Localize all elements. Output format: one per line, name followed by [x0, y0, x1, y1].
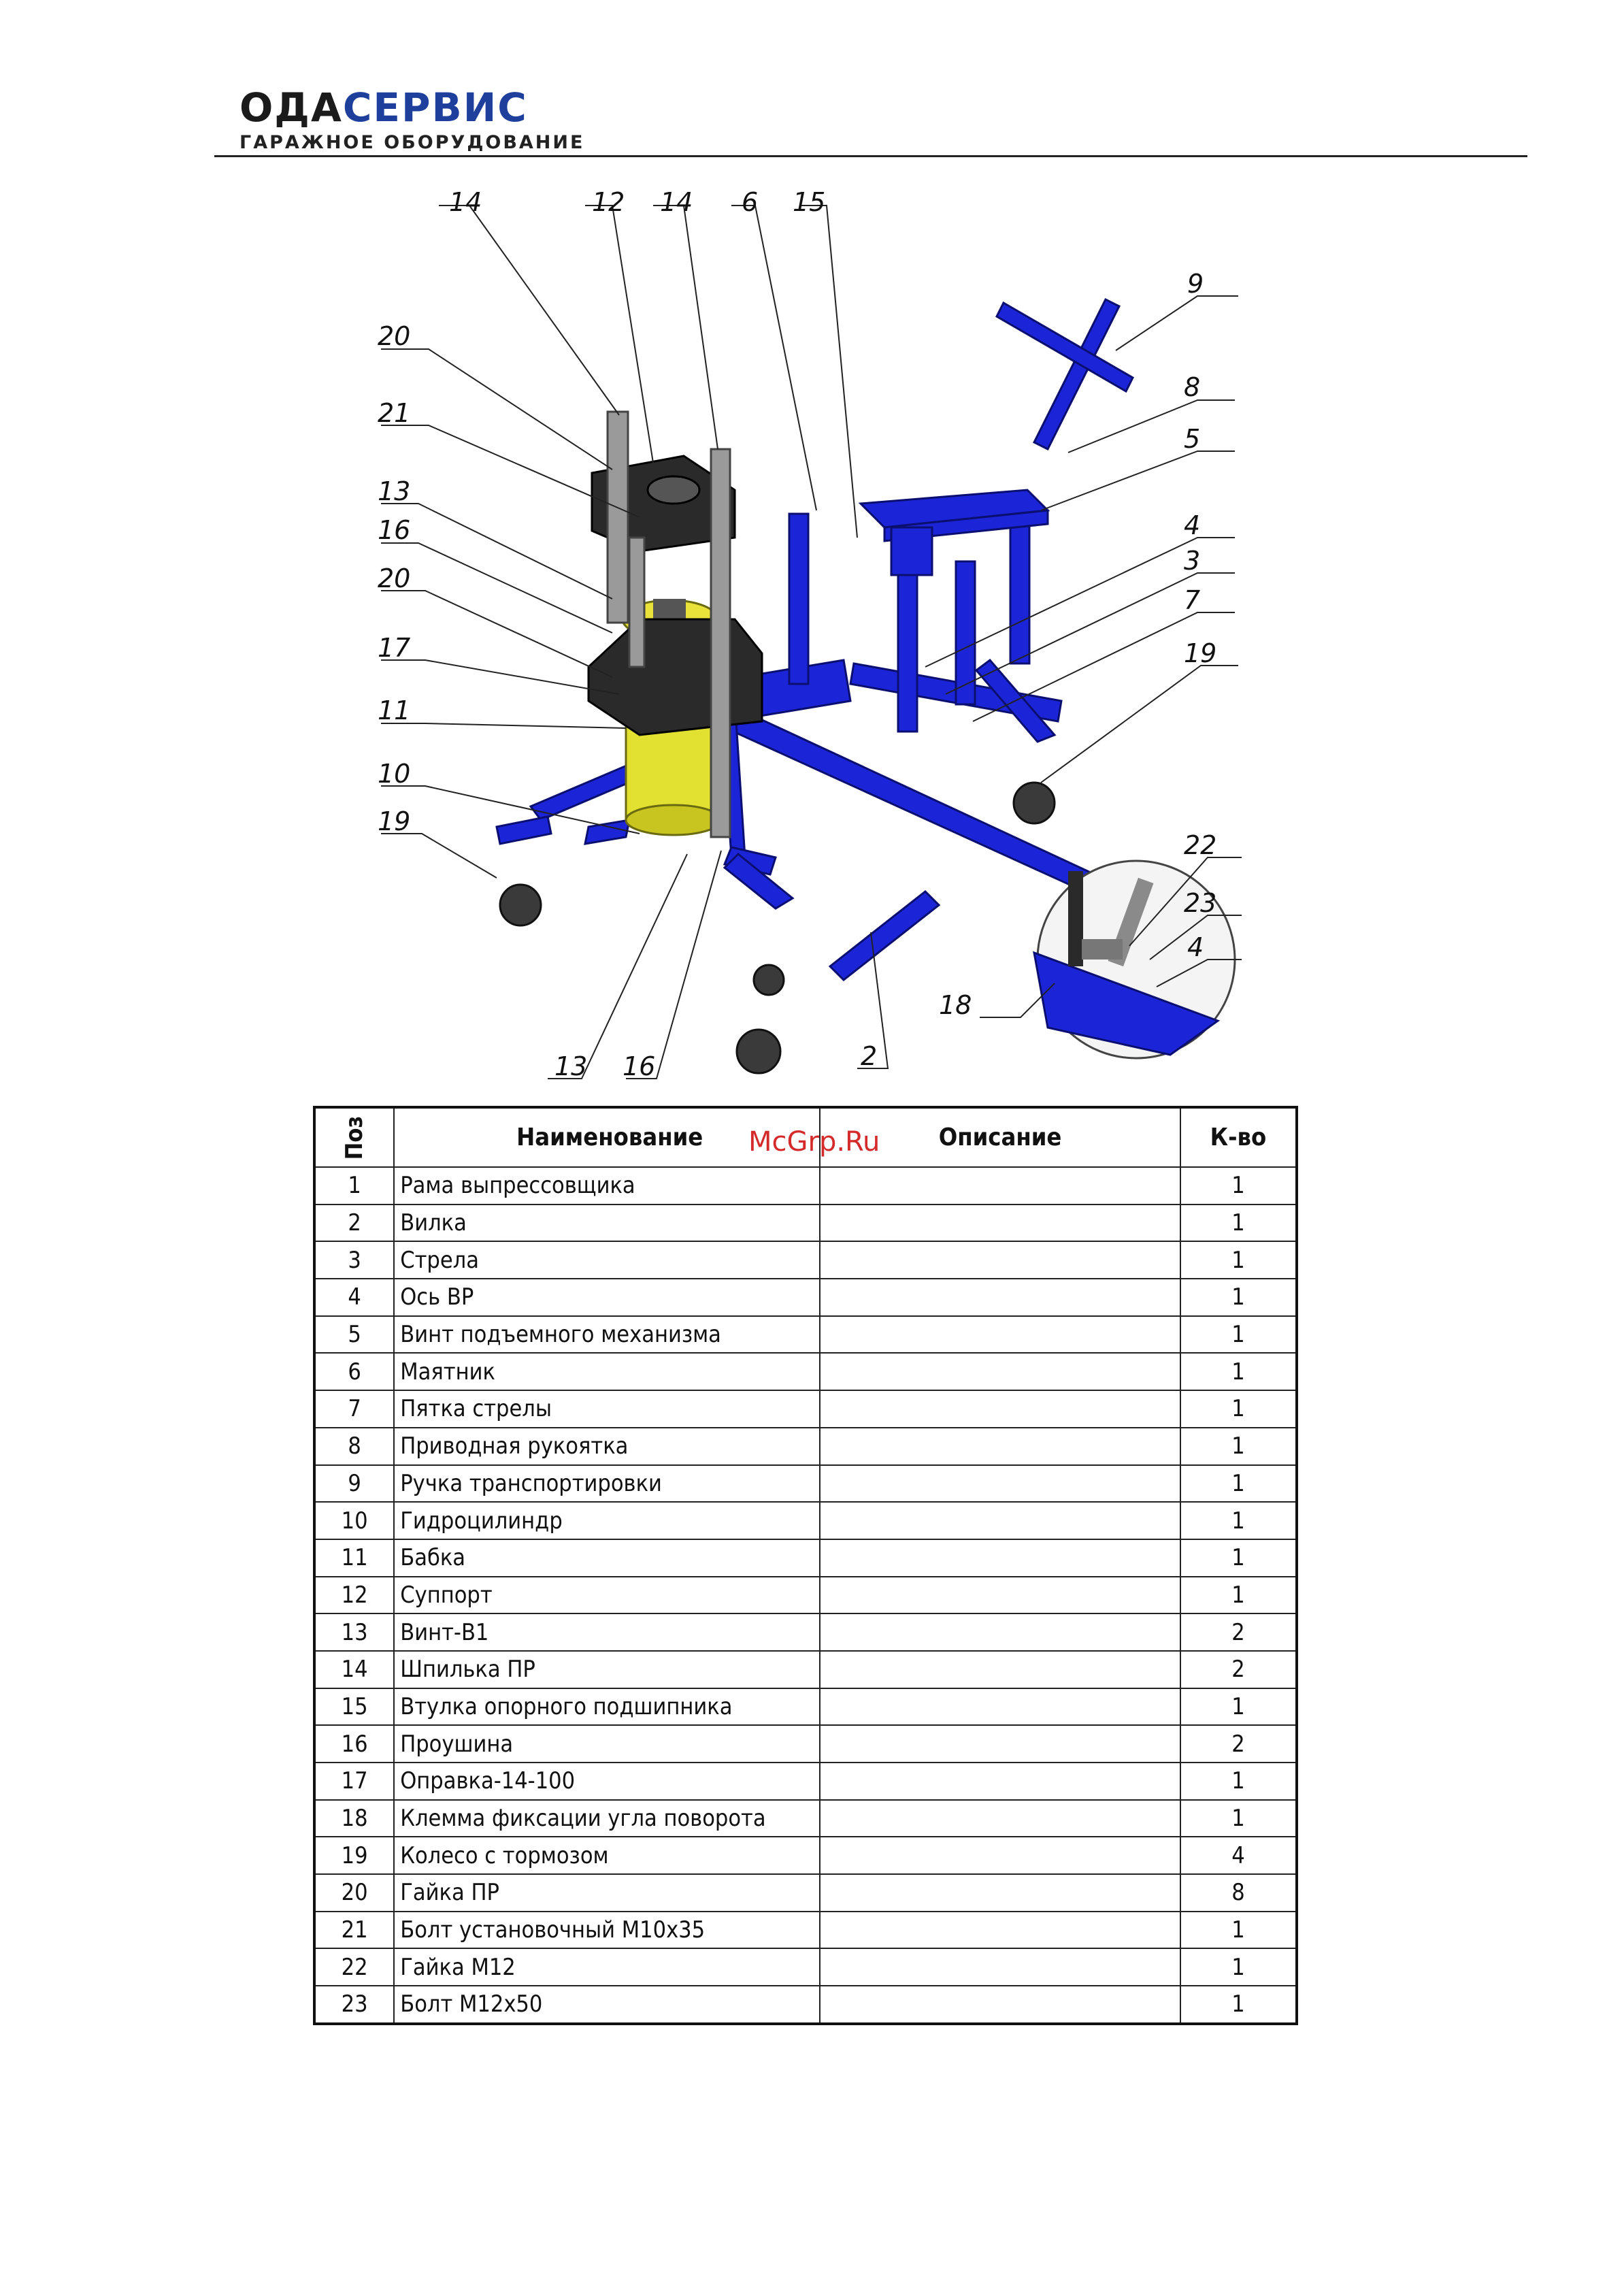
cell-qty: 1 — [1180, 1502, 1297, 1539]
cell-desc — [820, 1725, 1180, 1763]
table-row — [314, 1316, 1297, 1354]
header-desc: Описание — [820, 1107, 1180, 1167]
cell-pos: 2 — [314, 1205, 394, 1242]
callout-14a: 14 — [449, 187, 482, 217]
cell-name: Винт подъемного механизма — [394, 1316, 820, 1354]
table-row — [314, 1390, 1297, 1428]
table-row — [314, 1167, 1297, 1205]
cell-desc — [820, 1763, 1180, 1800]
cell-qty: 1 — [1180, 1279, 1297, 1316]
cell-pos: 8 — [314, 1428, 394, 1465]
callout-4a: 4 — [1184, 510, 1201, 540]
cell-pos: 22 — [314, 1948, 394, 1986]
cell-name: Стрела — [394, 1241, 820, 1279]
cell-name: Ручка транспортировки — [394, 1465, 820, 1503]
cell-pos: 14 — [314, 1651, 394, 1688]
table-row — [314, 1688, 1297, 1726]
cell-name: Клемма фиксации угла поворота — [394, 1800, 820, 1837]
callout-12: 12 — [592, 187, 625, 217]
cell-name: Проушина — [394, 1725, 820, 1763]
table-row — [314, 1874, 1297, 1912]
table-row — [314, 1613, 1297, 1651]
cell-name: Втулка опорного подшипника — [394, 1688, 820, 1726]
table-row — [314, 1279, 1297, 1316]
cell-qty: 1 — [1180, 1465, 1297, 1503]
cell-qty: 1 — [1180, 1688, 1297, 1726]
callout-23: 23 — [1184, 888, 1217, 918]
cell-pos: 6 — [314, 1353, 394, 1390]
table-row — [314, 1725, 1297, 1763]
cell-name: Вилка — [394, 1205, 820, 1242]
cell-desc — [820, 1539, 1180, 1577]
cell-name: Оправка-14-100 — [394, 1763, 820, 1800]
cell-pos: 11 — [314, 1539, 394, 1577]
cell-qty: 2 — [1180, 1651, 1297, 1688]
callout-13a: 13 — [378, 476, 411, 506]
cell-desc — [820, 1948, 1180, 1986]
callout-20b: 20 — [378, 563, 411, 593]
callout-19a: 19 — [378, 806, 411, 836]
header-pos: Поз — [314, 1107, 394, 1167]
table-row — [314, 1948, 1297, 1986]
table-row — [314, 1539, 1297, 1577]
callout-16b: 16 — [623, 1051, 656, 1081]
cell-name: Гидроцилиндр — [394, 1502, 820, 1539]
transport-handle — [997, 299, 1133, 449]
cell-qty: 1 — [1180, 1948, 1297, 1986]
callout-7: 7 — [1184, 585, 1201, 615]
cell-name: Пятка стрелы — [394, 1390, 820, 1428]
table-row — [314, 1353, 1297, 1390]
callout-9: 9 — [1187, 269, 1204, 299]
table-row — [314, 1651, 1297, 1688]
cell-name: Ось ВР — [394, 1279, 820, 1316]
cell-pos: 18 — [314, 1800, 394, 1837]
cell-name: Болт М12х50 — [394, 1986, 820, 2024]
cell-pos: 12 — [314, 1577, 394, 1614]
table-row — [314, 1577, 1297, 1614]
cell-qty: 2 — [1180, 1613, 1297, 1651]
cell-name: Приводная рукоятка — [394, 1428, 820, 1465]
cell-desc — [820, 1428, 1180, 1465]
table-row — [314, 1837, 1297, 1874]
cell-qty: 1 — [1180, 1241, 1297, 1279]
cell-qty: 1 — [1180, 1912, 1297, 1949]
table-row — [314, 1241, 1297, 1279]
cell-pos: 7 — [314, 1390, 394, 1428]
table-row — [314, 1986, 1297, 2024]
cell-qty: 1 — [1180, 1167, 1297, 1205]
cell-name: Винт-В1 — [394, 1613, 820, 1651]
table-row — [314, 1912, 1297, 1949]
callout-4b: 4 — [1187, 932, 1204, 962]
cell-pos: 13 — [314, 1613, 394, 1651]
cell-pos: 17 — [314, 1763, 394, 1800]
cell-desc — [820, 1577, 1180, 1614]
callout-21: 21 — [378, 398, 411, 428]
cell-desc — [820, 1688, 1180, 1726]
callout-20a: 20 — [378, 321, 411, 351]
cell-qty: 1 — [1180, 1390, 1297, 1428]
cell-pos: 19 — [314, 1837, 394, 1874]
callout-15: 15 — [793, 187, 826, 217]
cell-qty: 1 — [1180, 1428, 1297, 1465]
callout-2: 2 — [861, 1041, 878, 1071]
table-row — [314, 1205, 1297, 1242]
table-row — [314, 1465, 1297, 1503]
callout-3: 3 — [1184, 546, 1201, 576]
cell-qty: 2 — [1180, 1725, 1297, 1763]
cell-name: Бабка — [394, 1539, 820, 1577]
cell-name: Гайка М12 — [394, 1948, 820, 1986]
cell-desc — [820, 1316, 1180, 1354]
cell-desc — [820, 1279, 1180, 1316]
cell-qty: 8 — [1180, 1874, 1297, 1912]
cell-desc — [820, 1837, 1180, 1874]
cell-desc — [820, 1800, 1180, 1837]
callout-10: 10 — [378, 759, 411, 789]
cell-desc — [820, 1167, 1180, 1205]
cell-qty: 1 — [1180, 1763, 1297, 1800]
logo-subtitle: ГАРАЖНОЕ ОБОРУДОВАНИЕ — [239, 132, 585, 153]
cell-name: Суппорт — [394, 1577, 820, 1614]
callout-14b: 14 — [660, 187, 693, 217]
cell-pos: 23 — [314, 1986, 394, 2024]
cell-pos: 20 — [314, 1874, 394, 1912]
cell-qty: 1 — [1180, 1353, 1297, 1390]
cell-pos: 3 — [314, 1241, 394, 1279]
cell-desc — [820, 1390, 1180, 1428]
header-name: Наименование — [394, 1107, 820, 1167]
cell-name: Маятник — [394, 1353, 820, 1390]
cell-pos: 21 — [314, 1912, 394, 1949]
callout-19b: 19 — [1184, 638, 1217, 668]
cell-desc — [820, 1502, 1180, 1539]
cell-pos: 1 — [314, 1167, 394, 1205]
cell-desc — [820, 1986, 1180, 2024]
cell-qty: 1 — [1180, 1800, 1297, 1837]
cell-qty: 1 — [1180, 1986, 1297, 2024]
watermark: McGrp.Ru — [748, 1126, 880, 1158]
callout-8: 8 — [1184, 372, 1201, 402]
cell-pos: 4 — [314, 1279, 394, 1316]
cell-name: Шпилька ПР — [394, 1651, 820, 1688]
cell-desc — [820, 1651, 1180, 1688]
assembly-drawing — [354, 184, 1306, 1096]
cell-desc — [820, 1241, 1180, 1279]
cell-qty: 1 — [1180, 1539, 1297, 1577]
callout-6: 6 — [742, 187, 759, 217]
cell-pos: 15 — [314, 1688, 394, 1726]
cell-qty: 1 — [1180, 1316, 1297, 1354]
cell-desc — [820, 1874, 1180, 1912]
header-divider — [214, 155, 1527, 157]
cell-pos: 10 — [314, 1502, 394, 1539]
header-qty: К-во — [1180, 1107, 1297, 1167]
callout-5: 5 — [1184, 424, 1201, 454]
table-row — [314, 1502, 1297, 1539]
callout-13b: 13 — [554, 1051, 588, 1081]
cell-desc — [820, 1912, 1180, 1949]
cell-name: Гайка ПР — [394, 1874, 820, 1912]
cell-pos: 5 — [314, 1316, 394, 1354]
cell-desc — [820, 1205, 1180, 1242]
cell-desc — [820, 1465, 1180, 1503]
cell-pos: 9 — [314, 1465, 394, 1503]
callout-16a: 16 — [378, 515, 411, 545]
callout-11: 11 — [378, 695, 411, 725]
callout-22: 22 — [1184, 830, 1217, 860]
frame-base — [497, 660, 1102, 980]
cell-qty: 1 — [1180, 1205, 1297, 1242]
cell-name: Рама выпрессовщика — [394, 1167, 820, 1205]
callout-18: 18 — [939, 990, 972, 1020]
table-row — [314, 1763, 1297, 1800]
cell-desc — [820, 1353, 1180, 1390]
cell-desc — [820, 1613, 1180, 1651]
table-row — [314, 1800, 1297, 1837]
cell-qty: 1 — [1180, 1577, 1297, 1614]
logo-wordmark: ОДАСЕРВИС — [239, 84, 528, 131]
cell-pos: 16 — [314, 1725, 394, 1763]
cell-name: Болт установочный М10х35 — [394, 1912, 820, 1949]
cell-name: Колесо с тормозом — [394, 1837, 820, 1874]
callout-17: 17 — [378, 633, 411, 663]
parts-table — [313, 1106, 1298, 2025]
company-logo — [239, 84, 585, 153]
table-row — [314, 1428, 1297, 1465]
cell-qty: 4 — [1180, 1837, 1297, 1874]
